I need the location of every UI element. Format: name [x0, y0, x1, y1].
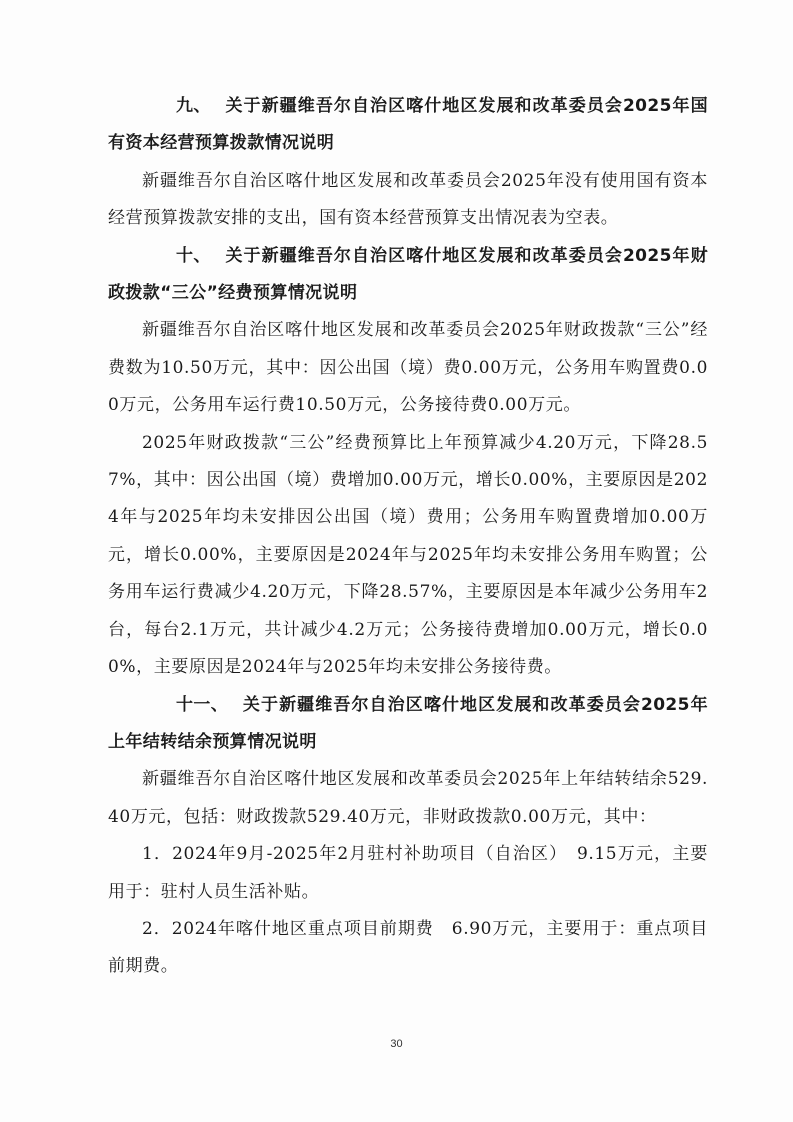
section-10-paragraph-2: 2025年财政拨款“三公”经费预算比上年预算减少4.20万元，下降28.57%，其中：因公出国（境）费增加0.00万元，增长0.00%，主要原因是2024年与2025年均未安排因公出国（境）费用；公务用车购置费增加0.00万元，增长0.00%，主要原因是2024年与2025年均未安排公务用车购置；公务用车运行费减少4.20万元，下降28.57%，主要原因是本年减少公务用车2台，每台2.1万元，共计减少4.2万元；公务接待费增加0.00万元，增长0.00%，主要原因是2024年与2025年均未安排公务接待费。	[108, 432, 708, 678]
section-10-heading	[108, 238, 708, 313]
section-11-title: 关于新疆维吾尔自治区喀什地区发展和改革委员会2025年上年结转结余预算情况说明	[108, 694, 708, 752]
section-9-title: 关于新疆维吾尔自治区喀什地区发展和改革委员会2025年国有资本经营预算拨款情况说明	[108, 96, 708, 154]
section-10-title: 关于新疆维吾尔自治区喀什地区发展和改革委员会2025年财政拨款“三公”经费预算情况说明	[108, 245, 708, 304]
section-9-heading	[108, 88, 708, 163]
section-10-number: 十、	[176, 245, 211, 266]
section-11-item-2: 2．2024年喀什地区重点项目前期费 6.90万元，主要用于：重点项目前期费。	[108, 918, 708, 977]
section-11-heading	[108, 687, 708, 762]
section-11-number: 十一、	[176, 694, 229, 715]
section-11-paragraph-1: 新疆维吾尔自治区喀什地区发展和改革委员会2025年上年结转结余529.40万元，包括：财政拨款529.40万元，非财政拨款0.00万元，其中：	[108, 769, 708, 827]
section-10-paragraph-1: 新疆维吾尔自治区喀什地区发展和改革委员会2025年财政拨款“三公”经费数为10.50万元，其中：因公出国（境）费0.00万元，公务用车购置费0.00万元，公务用车运行费10.50万元，公务接待费0.00万元。	[108, 320, 708, 416]
section-9-paragraph-1: 新疆维吾尔自治区喀什地区发展和改革委员会2025年没有使用国有资本经营预算拨款安排的支出，国有资本经营预算支出情况表为空表。	[108, 170, 708, 229]
section-11-item-1: 1．2024年9月-2025年2月驻村补助项目（自治区） 9.15万元，主要用于：驻村人员生活补贴。	[108, 844, 708, 902]
document-body	[108, 88, 708, 986]
page-number: 30	[390, 1038, 403, 1050]
section-9-number: 九、	[176, 96, 211, 116]
